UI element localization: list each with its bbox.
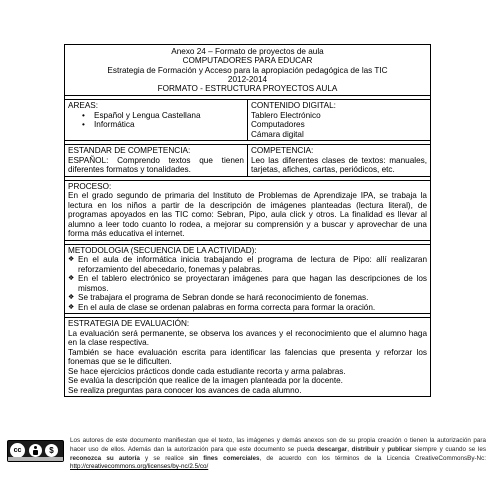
license-text: Los autores de este documento manifiestan que el texto, las imágenes y demás anexos son de su propia creación o tienen la autorización para hacer uso de ellos. Además dan la autorización para que este documento se pueda descargar, distribuir y publicar siempre y cuando se les reconozca su autoría y se realice sin fines comerciales, de acuerdo con los términos de la Licencia CreativeCommonsBy-Nc: http://creativecommons.org/licenses/by-nc/2.5/co/ (70, 437, 487, 471)
areas-label: AREAS: (68, 101, 99, 111)
area-item: • Español y Lengua Castellana (94, 111, 244, 121)
digital-content-item: Computadores (251, 120, 305, 130)
project-format-document (64, 44, 431, 397)
digital-content-item: Tablero Electrónico (251, 110, 321, 120)
competence-cell (248, 145, 431, 177)
period: 2012-2014 (227, 74, 268, 84)
methodology-step: ❖ Se trabajara el programa de Sebran donde se hará reconocimiento de fonemas. (78, 293, 427, 303)
competence-text: Leo las diferentes clases de textos: manuales, tarjetas, afiches, cartas, periódicos, etc. (251, 155, 427, 175)
annex-title: Anexo 24 – Formato de proyectos de aula (171, 47, 324, 56)
process-row (65, 180, 431, 240)
evaluation-label: ESTRATEGIA DE EVALUACIÓN: (68, 319, 190, 329)
methodology-step: ❖ En el aula de informática inicia trabajando el programa de lectura de Pipo: allí realizaran reforzamiento del abecedario, fonemas y palabras. (78, 255, 427, 274)
areas-row (65, 100, 431, 141)
evaluation-line: Se evalúa la descripción que realice de la imagen planteada por la docente. (68, 376, 343, 386)
methodology-list (68, 255, 427, 312)
methodology-row (65, 244, 431, 314)
attribution-person-icon (29, 444, 42, 457)
process-cell (65, 180, 431, 240)
evaluation-line: Se realiza preguntas para conocer los avances de cada alumno. (68, 385, 302, 395)
evaluation-row (65, 318, 431, 397)
process-label: PROCESO: (68, 181, 112, 191)
standard-text: ESPAÑOL: Comprendo textos que tienen diferentes formatos y tonalidades. (68, 155, 244, 175)
evaluation-cell (65, 318, 431, 397)
methodology-cell (65, 244, 431, 314)
methodology-step: ❖ En el tablero electrónico se proyectaran imágenes para que hagan las descripciones de los mismos. (78, 274, 427, 293)
format-title: FORMATO - ESTRUCTURA PROYECTOS AULA (157, 84, 338, 94)
document-header (65, 45, 431, 96)
evaluation-line: También se hace evaluación escrita para identificar las falencias que presenta y reforzar los fonemas que se le dificulten. (68, 347, 427, 367)
project-structure-table (64, 44, 431, 397)
process-text: En el grado segundo de primaria del Instituto de Problemas de Aprendizaje IPA, se trabaja la lectura en los niños a partir de la descripción de imágenes planteadas (lectura literal), de programas apoyados en las TIC como: Sebran, Pipo, aula click y otros. La finalidad es llevar al alumno a leer todo cuanto lo rodea, a mejorar su comprensión y a buscar y aprovechar de una forma más educativa el internet. (68, 191, 427, 239)
methodology-label: METODOLOGIA (SECUENCIA DE LA ACTIVIDAD): (68, 245, 257, 255)
creative-commons-badge (7, 440, 64, 462)
noncommercial-icon: $ (45, 444, 58, 457)
digital-content-item: Cámara digital (251, 129, 304, 139)
area-item: • Informática (94, 120, 244, 130)
standard-label: ESTANDAR DE COMPETENCIA: (68, 146, 191, 156)
evaluation-line: Se hace ejercicios prácticos donde cada estudiante recorta y arma palabras. (68, 366, 346, 376)
competence-row (65, 145, 431, 177)
license-link[interactable]: http://creativecommons.org/licenses/by-nc/2.5/co/ (70, 463, 209, 471)
badge-strip (8, 457, 63, 461)
standard-cell (65, 145, 248, 177)
competence-label: COMPETENCIA: (251, 146, 314, 156)
areas-list (68, 111, 244, 130)
methodology-step: ❖ En el aula de clase se ordenan palabras en forma correcta para formar la oración. (78, 303, 427, 313)
cc-logo-icon: cc (10, 443, 25, 458)
program-name: COMPUTADORES PARA EDUCAR (182, 56, 313, 66)
digital-content-label: CONTENIDO DIGITAL: (251, 101, 336, 111)
digital-content-cell (248, 100, 431, 141)
evaluation-line: La evaluación será permanente, se observa los avances y el reconocimiento que el alumno haga en la clase respectiva. (68, 328, 427, 348)
areas-cell (65, 100, 248, 141)
strategy-name: Estrategia de Formación y Acceso para la apropiación pedagógica de las TIC (107, 65, 388, 75)
